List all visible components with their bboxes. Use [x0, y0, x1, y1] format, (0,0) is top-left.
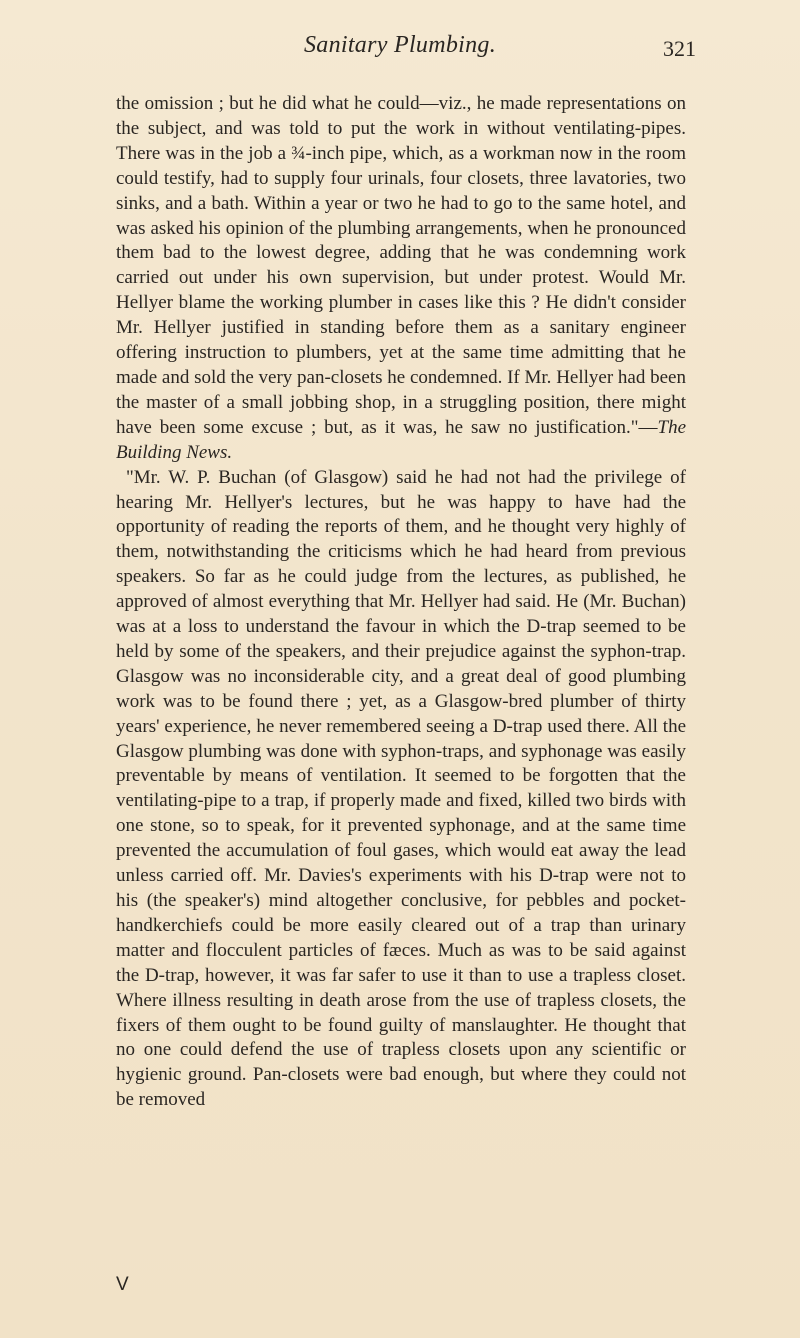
page-header	[0, 32, 800, 72]
source-citation: The Building News.	[116, 416, 686, 463]
page-number: 321	[663, 36, 696, 61]
body-text	[116, 92, 686, 1113]
paragraph-1-text: the omission ; but he did what he could—viz., he made representations on the subject, and was told to put the work in without ventilating-pipes. There was in the job a ¾-inch pipe, which, as a workman now in the room could testify, had to supply four urinals, four closets, three lavatories, two sinks, and a bath. Within a year or two he had to go to the same hotel, and was asked his opinion of the plumbing arrangements, when he pronounced them bad to the lowest degree, adding that he was condemning work carried out under his own supervision, but under protest. Would Mr. Hellyer blame the working plumber in cases like this ? He didn't consider Mr. Hellyer justified in standing before them as a sanitary engineer offering instruction to plumbers, yet at the same time admitting that he made and sold the very pan-closets he condemned. If Mr. Hellyer had been the master of a small jobbing shop, in a struggling position, there might have been some excuse ; but, as it was, he saw no justification."—	[116, 93, 686, 438]
paragraph-2: "Mr. W. P. Buchan (of Glasgow) said he had not had the privilege of hearing Mr. Hellyer's lectures, but he was happy to have had the opportunity of reading the reports of them, and he thought very highly of them, notwithstanding the criticisms which he had heard from previous speakers. So far as he could judge from the lectures, as published, he approved of almost everything that Mr. Hellyer had said. He (Mr. Buchan) was at a loss to understand the favour in which the D-trap seemed to be held by some of the speakers, and their prejudice against the syphon-trap. Glasgow was no inconsiderable city, and a great deal of good plumbing work was to be found there ; yet, as a Glasgow-bred plumber of thirty years' experience, he never remembered seeing a D-trap used there. All the Glasgow plumbing was done with syphon-traps, and syphonage was easily preventable by means of ventilation. It seemed to be forgotten that the ventilating-pipe to a trap, if properly made and fixed, killed two birds with one stone, so to speak, for it prevented syphonage, and at the same time prevented the accumulation of foul gases, which would eat away the lead unless carried off. Mr. Davies's experiments with his D-trap were not to his (the speaker's) mind altogether conclusive, for pebbles and pocket-handkerchiefs could be more easily cleared out of a trap than urinary matter and flocculent particles of fæces. Much as was to be said against the D-trap, however, it was far safer to use it than to use a trapless closet. Where illness resulting in death arose from the use of trapless closets, the fixers of them ought to be found guilty of manslaughter. He thought that no one could defend the use of trapless closets upon any scientific or hygienic ground. Pan-closets were bad enough, but where they could not be removed	[116, 466, 686, 1111]
running-title: Sanitary Plumbing.	[303, 32, 497, 58]
signature-mark: V	[116, 1274, 129, 1295]
paragraph-1	[116, 92, 686, 466]
